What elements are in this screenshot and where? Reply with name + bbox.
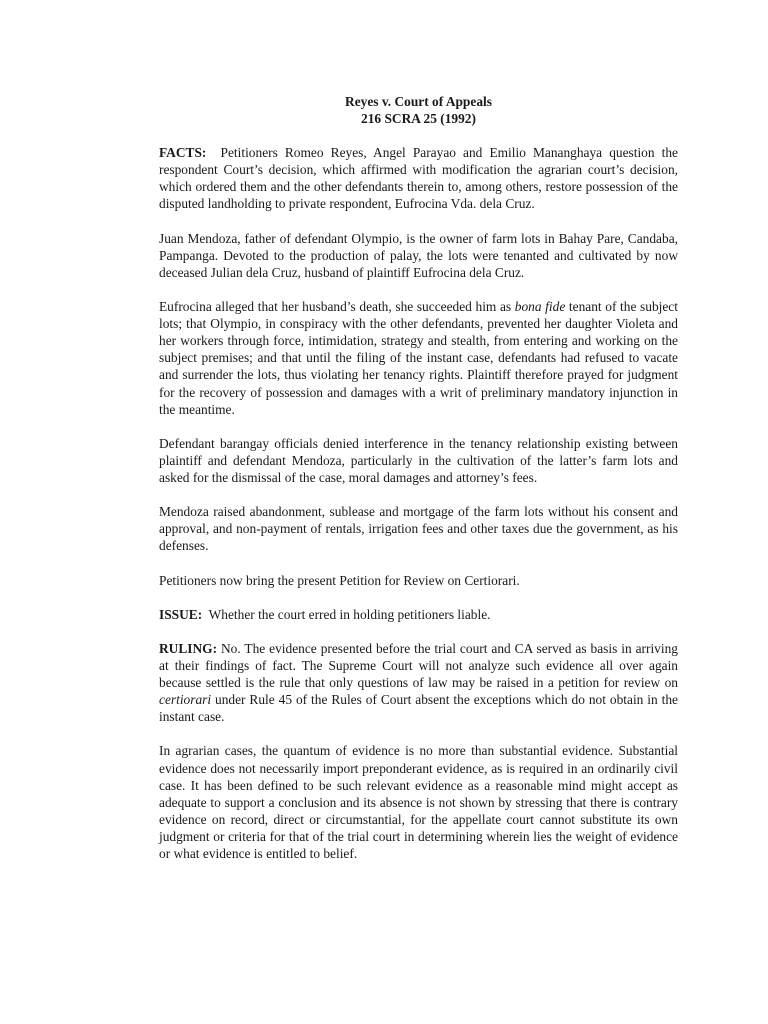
allegation-paragraph	[159, 298, 678, 418]
facts-text: Petitioners Romeo Reyes, Angel Parayao and Emilio Mananghaya question the respondent Court’s decision, which affirmed with modification the agrarian court’s decision, which ordered them and the other defendants therein to, among others, restore possession of the disputed landholding to private respondent, Eufrocina Vda. dela Cruz.	[159, 145, 679, 212]
case-name: Reyes v. Court of Appeals	[345, 94, 492, 109]
mendoza-defense-paragraph: Mendoza raised abandonment, sublease and mortgage of the farm lots without his consent and approval, and non-payment of rentals, irrigation fees and other taxes due the government, as his defenses.	[159, 504, 678, 554]
ruling-label: RULING:	[159, 640, 218, 656]
facts-paragraph	[159, 144, 678, 212]
issue-paragraph	[159, 606, 678, 623]
issue-label: ISSUE:	[159, 606, 203, 622]
ruling-text-2: under Rule 45 of the Rules of Court absent the exceptions which do not obtain in the instant case.	[159, 692, 678, 725]
case-title	[159, 93, 678, 127]
allegation-text-1: Eufrocina alleged that her husband’s death, she succeeded him as	[159, 299, 515, 315]
evidence-paragraph: In agrarian cases, the quantum of evidence is no more than substantial evidence. Substantial evidence does not necessarily import preponderant evidence, as is required in an ordinarily civil case. It has been defined to be such relevant evidence as a reasonable mind might accept as adequate to support a conclusion and its absence is not shown by stressing that there is contrary evidence on record, direct or circumstantial, for the appellate court cannot substitute its own judgment or criteria for that of the trial court in determining wherein lies the weight of evidence or what evidence is entitled to belief.	[159, 743, 678, 862]
background-paragraph: Juan Mendoza, father of defendant Olympio, is the owner of farm lots in Bahay Pare, Candaba, Pampanga. Devoted to the production of palay, the lots were tenanted and cultivated by now deceased Julian dela Cruz, husband of plaintiff Eufrocina dela Cruz.	[159, 230, 678, 280]
issue-text: Whether the court erred in holding petitioners liable.	[208, 606, 491, 622]
facts-label: FACTS:	[159, 145, 207, 161]
ruling-text-1: No. The evidence presented before the trial court and CA served as basis in arriving at their findings of fact. The Supreme Court will not analyze such evidence all over again because settled is the rule that only questions of law may be raised in a petition for review on	[159, 640, 678, 691]
barangay-defense-paragraph: Defendant barangay officials denied interference in the tenancy relationship existing between plaintiff and defendant Mendoza, particularly in the cultivation of the latter’s farm lots and asked for the dismissal of the case, moral damages and attorney’s fees.	[159, 435, 678, 485]
case-citation: 216 SCRA 25 (1992)	[361, 111, 476, 127]
ruling-paragraph	[159, 640, 678, 725]
allegation-italic: bona fide	[514, 299, 566, 315]
allegation-text-2: tenant of the subject lots; that Olympio, in conspiracy with the other defendants, prevented her daughter Violeta and her workers through force, intimidation, strategy and stealth, from entering and working on the subject premises; and that until the filing of the instant case, defendants had refused to vacate and surrender the lots, thus violating her tenancy rights. Plaintiff therefore prayed for judgment for the recovery of possession and damages with a writ of preliminary mandatory injunction in the meantime.	[159, 299, 678, 417]
ruling-italic: certiorari	[159, 692, 212, 708]
document-body	[159, 93, 678, 879]
petition-paragraph: Petitioners now bring the present Petition for Review on Certiorari.	[159, 572, 520, 588]
